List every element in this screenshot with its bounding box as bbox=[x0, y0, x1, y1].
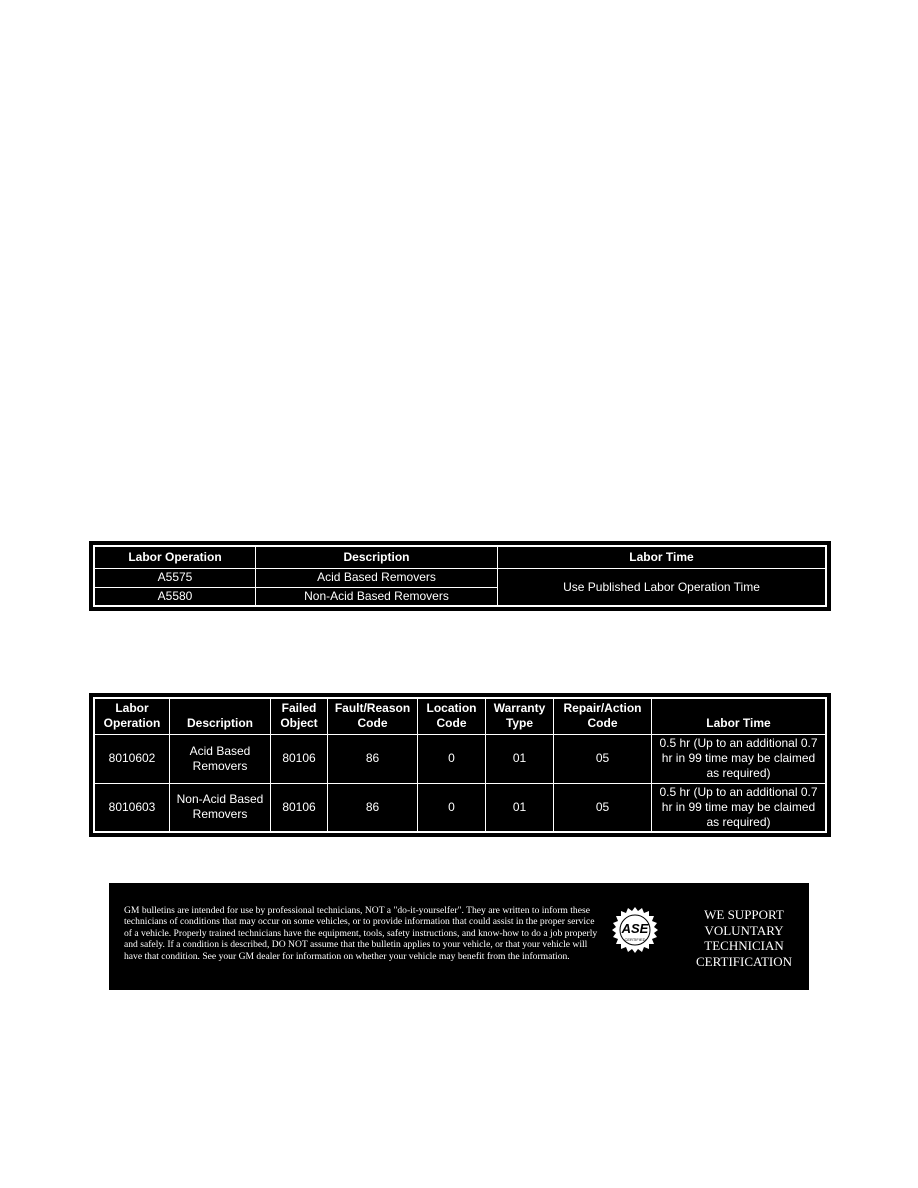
cell-labor-time: 0.5 hr (Up to an additional 0.7 hr in 99 time may be claimed as required) bbox=[652, 735, 826, 784]
cell-labor-operation: A5575 bbox=[95, 569, 256, 588]
disclaimer-banner bbox=[109, 883, 809, 990]
svg-text:ASE: ASE bbox=[621, 921, 649, 936]
cell-labor-time: 0.5 hr (Up to an additional 0.7 hr in 99 time may be claimed as required) bbox=[652, 783, 826, 832]
table-header-row bbox=[95, 699, 826, 735]
cell-repair-action-code: 05 bbox=[554, 735, 652, 784]
header-fault-reason-code: Fault/Reason Code bbox=[328, 699, 418, 735]
header-description: Description bbox=[256, 547, 498, 569]
cell-failed-object: 80106 bbox=[271, 735, 328, 784]
warranty-labor-table bbox=[89, 693, 831, 837]
cell-labor-operation: A5580 bbox=[95, 587, 256, 606]
cell-fault-reason-code: 86 bbox=[328, 783, 418, 832]
cell-location-code: 0 bbox=[418, 783, 486, 832]
cell-fault-reason-code: 86 bbox=[328, 735, 418, 784]
table-row bbox=[95, 569, 826, 588]
cell-labor-operation: 8010603 bbox=[95, 783, 170, 832]
table-row bbox=[95, 735, 826, 784]
header-labor-operation: Labor Operation bbox=[95, 699, 170, 735]
cell-labor-operation: 8010602 bbox=[95, 735, 170, 784]
header-warranty-type: Warranty Type bbox=[486, 699, 554, 735]
cell-description: Non-Acid Based Removers bbox=[170, 783, 271, 832]
header-labor-operation: Labor Operation bbox=[95, 547, 256, 569]
ase-certified-logo-icon bbox=[611, 906, 659, 954]
cell-labor-time: Use Published Labor Operation Time bbox=[498, 569, 826, 606]
cell-description: Acid Based Removers bbox=[170, 735, 271, 784]
cell-location-code: 0 bbox=[418, 735, 486, 784]
cell-failed-object: 80106 bbox=[271, 783, 328, 832]
table-row bbox=[95, 783, 826, 832]
certification-slogan: WE SUPPORT VOLUNTARY TECHNICIAN CERTIFICATION bbox=[696, 907, 792, 969]
labor-operation-table bbox=[89, 541, 831, 611]
header-failed-object: Failed Object bbox=[271, 699, 328, 735]
cell-warranty-type: 01 bbox=[486, 783, 554, 832]
cell-description: Acid Based Removers bbox=[256, 569, 498, 588]
header-repair-action-code: Repair/Action Code bbox=[554, 699, 652, 735]
header-labor-time: Labor Time bbox=[498, 547, 826, 569]
cell-warranty-type: 01 bbox=[486, 735, 554, 784]
disclaimer-text: GM bulletins are intended for use by professional technicians, NOT a "do-it-yourselfer". They are written to inform these technicians of conditions that may occur on some vehicles, or to provide information that could assist in the proper service of a vehicle. Properly trained technicians have the equipment, tools, safety instructions, and know-how to do a job properly and safely. If a condition is described, DO NOT assume that the bulletin applies to your vehicle, or that your vehicle will have that condition. See your GM dealer for information on whether your vehicle may benefit from the information. bbox=[124, 905, 598, 962]
header-labor-time: Labor Time bbox=[652, 699, 826, 735]
cell-repair-action-code: 05 bbox=[554, 783, 652, 832]
table-header-row bbox=[95, 547, 826, 569]
svg-text:CERTIFIED: CERTIFIED bbox=[624, 937, 646, 942]
cell-description: Non-Acid Based Removers bbox=[256, 587, 498, 606]
header-location-code: Location Code bbox=[418, 699, 486, 735]
header-description: Description bbox=[170, 699, 271, 735]
